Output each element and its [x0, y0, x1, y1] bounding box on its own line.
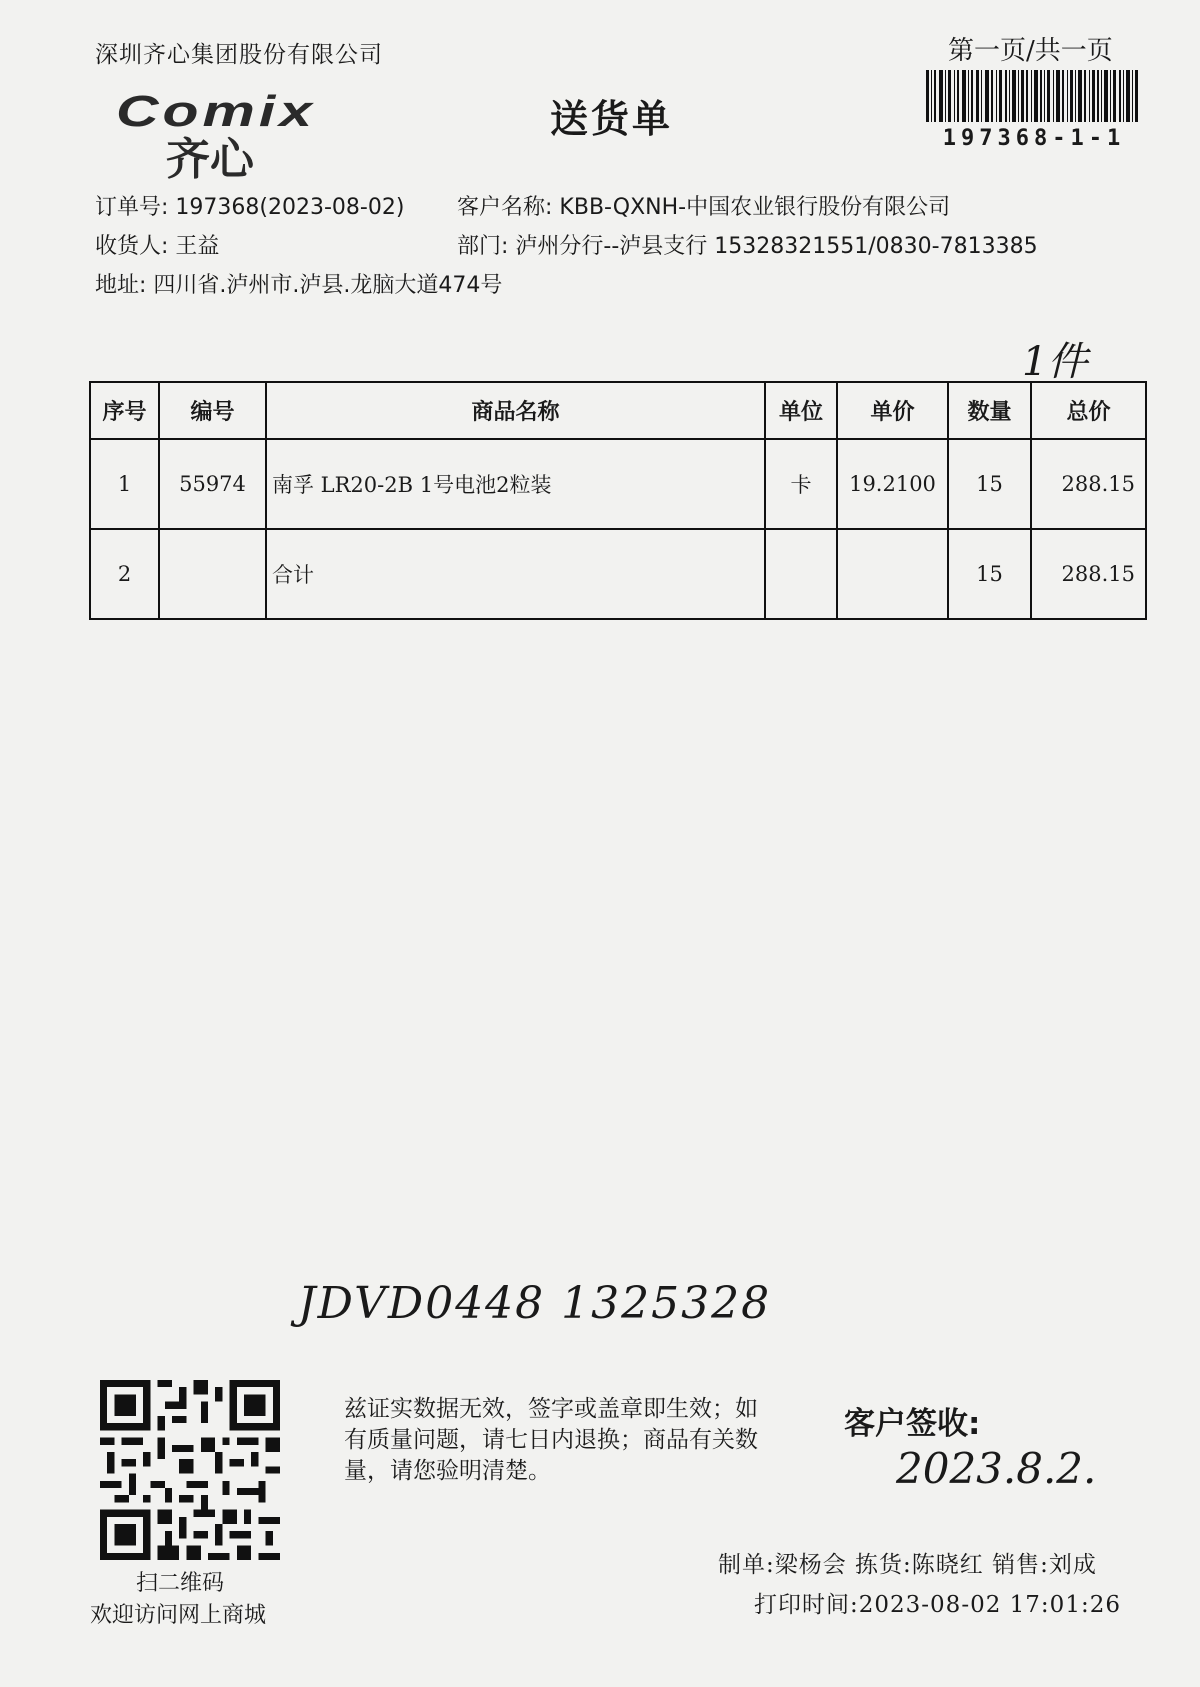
- cell-qty: 15: [948, 529, 1031, 619]
- barcode-icon: [926, 70, 1140, 122]
- cell-price: 19.2100: [837, 439, 948, 529]
- header-price: 单价: [837, 382, 948, 439]
- department-value: 泸州分行--泸县支行 15328321551/0830-7813385: [515, 234, 1038, 259]
- print-time: 打印时间:2023-08-02 17:01:26: [754, 1592, 1121, 1618]
- header-code: 编号: [159, 382, 266, 439]
- address: [95, 268, 502, 299]
- staff-info: 制单:梁杨会 拣货:陈晓红 销售:刘成: [718, 1552, 1097, 1578]
- cell-unit: [765, 529, 837, 619]
- cell-qty: 15: [948, 439, 1031, 529]
- cell-total: 288.15: [1031, 439, 1146, 529]
- table-row: [90, 439, 1146, 529]
- cell-seq: 1: [90, 439, 159, 529]
- cell-price: [837, 529, 948, 619]
- department: [457, 229, 1038, 260]
- cell-name: 合计: [266, 529, 765, 619]
- comix-logo: [114, 88, 354, 180]
- order-number-label: 订单号:: [95, 195, 169, 220]
- department-label: 部门:: [457, 234, 509, 259]
- receiver: [95, 229, 219, 260]
- handwritten-tracking-code: JDVD0448 1325328: [298, 1278, 772, 1329]
- qr-code-icon: [100, 1380, 280, 1560]
- qr-caption-visit: 欢迎访问网上商城: [90, 1603, 267, 1628]
- address-value: 四川省.泸州市.泸县.龙脑大道474号: [153, 273, 503, 298]
- company-name: 深圳齐心集团股份有限公司: [95, 42, 383, 68]
- header-seq: 序号: [90, 382, 159, 439]
- cell-unit: 卡: [765, 439, 837, 529]
- table-row: [90, 529, 1146, 619]
- cell-code: [159, 529, 266, 619]
- cell-code: 55974: [159, 439, 266, 529]
- cell-name: 南孚 LR20-2B 1号电池2粒装: [266, 439, 765, 529]
- customer-name: [457, 190, 950, 221]
- header-total: 总价: [1031, 382, 1146, 439]
- items-table: [89, 381, 1147, 620]
- customer-signature-label: 客户签收:: [844, 1406, 981, 1442]
- qr-caption-scan: 扫二维码: [136, 1571, 225, 1596]
- header-qty: 数量: [948, 382, 1031, 439]
- logo-text-cn: 齐心: [166, 134, 254, 180]
- handwritten-count: 1件: [1022, 339, 1088, 385]
- logo-text-en: Comix: [116, 88, 316, 136]
- customer-label: 客户名称:: [457, 195, 553, 220]
- cell-seq: 2: [90, 529, 159, 619]
- notice-text: 兹证实数据无效，签字或盖章即生效；如有质量问题，请七日内退换；商品有关数量，请您验明清楚。: [344, 1396, 758, 1484]
- receiver-value: 王益: [175, 234, 220, 259]
- barcode-number: 197368-1-1: [942, 126, 1126, 151]
- table-header-row: [90, 382, 1146, 439]
- header-unit: 单位: [765, 382, 837, 439]
- order-number-value: 197368(2023-08-02): [175, 195, 405, 220]
- document-title: 送货单: [550, 97, 674, 141]
- customer-value: KBB-QXNH-中国农业银行股份有限公司: [559, 195, 951, 220]
- order-number: [95, 190, 404, 221]
- page-info: 第一页/共一页: [948, 36, 1113, 66]
- handwritten-sign-date: 2023.8.2.: [896, 1444, 1097, 1493]
- header-name: 商品名称: [266, 382, 765, 439]
- cell-total: 288.15: [1031, 529, 1146, 619]
- address-label: 地址:: [95, 273, 147, 298]
- receiver-label: 收货人:: [95, 234, 169, 259]
